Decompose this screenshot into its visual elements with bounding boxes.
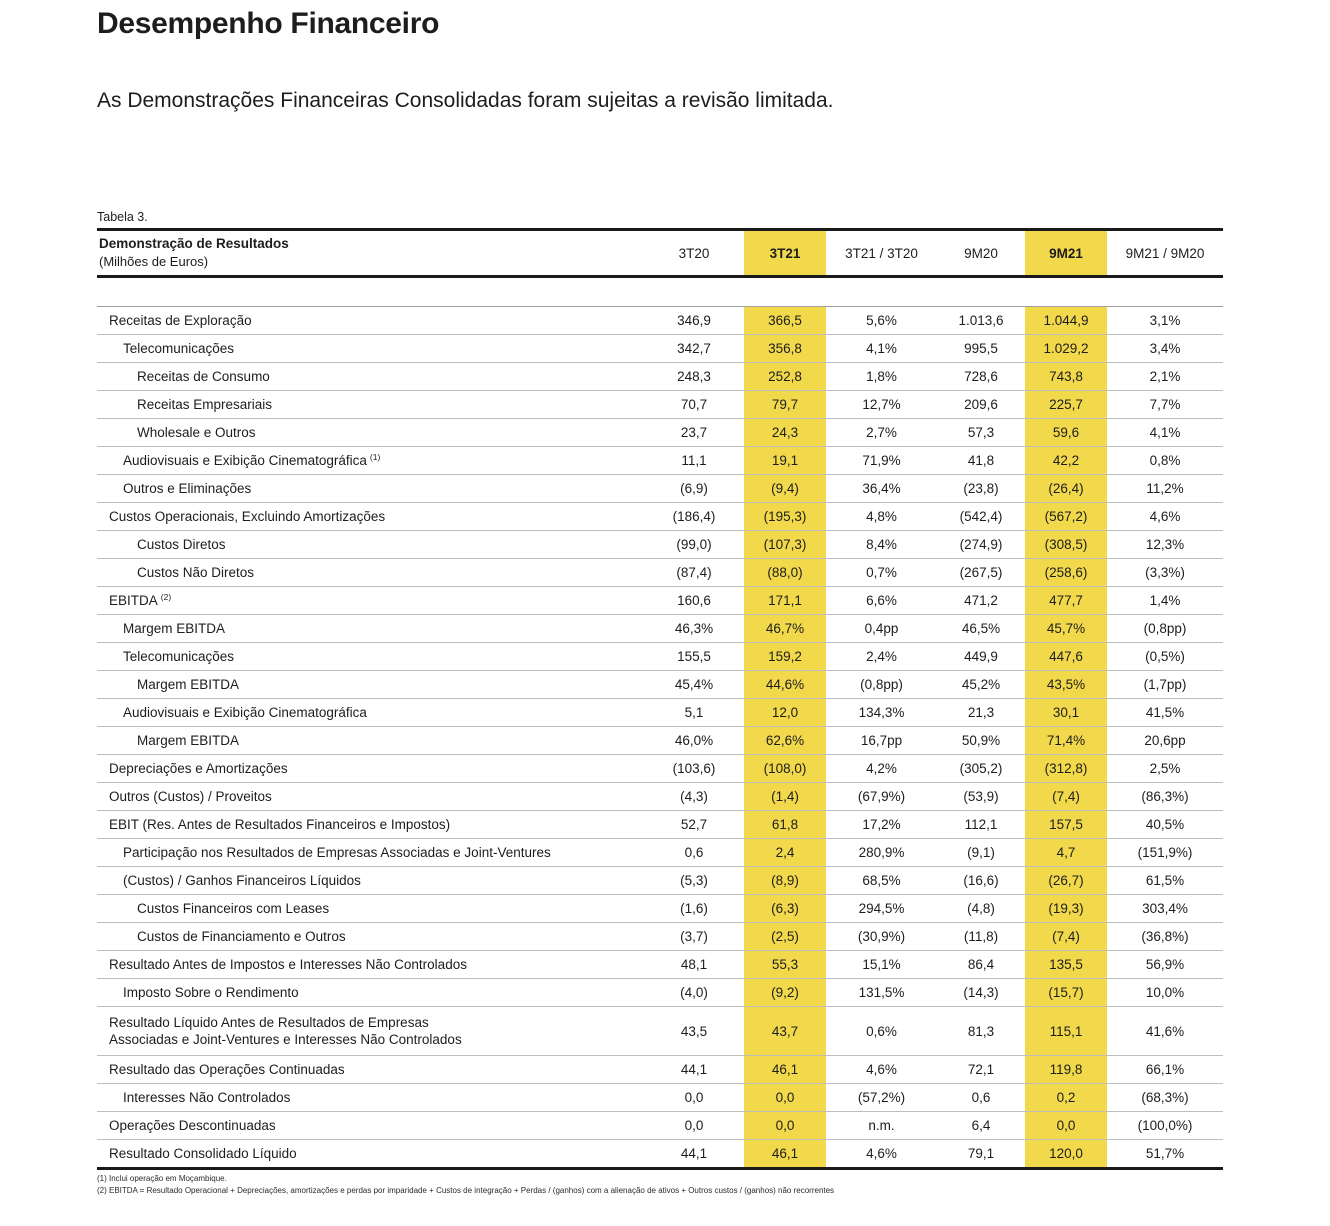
value-3t21: (88,0) [744,559,826,586]
table-body [97,306,1223,1170]
value-3t20: (4,3) [680,789,708,804]
footnote-1: (1) Inclui operação em Moçambique. [97,1174,227,1183]
value-9m21: 447,6 [1025,643,1107,670]
value-9m21: 135,5 [1025,951,1107,978]
value-9m21: (567,2) [1025,503,1107,530]
table-row [97,586,1223,614]
value-9m20: (16,6) [963,873,999,888]
value-3t21-3t20: 4,8% [866,509,897,524]
table-row [97,838,1223,866]
table-row [97,418,1223,446]
column-header-3t21-3t20: 3T21 / 3T20 [845,245,918,261]
column-header-3t21: 3T21 [744,231,826,275]
row-label: Interesses Não Controlados [123,1090,291,1105]
row-label: Resultado das Operações Continuadas [109,1062,345,1077]
value-3t21-3t20: (30,9%) [857,929,906,944]
value-3t21: (9,4) [744,475,826,502]
row-label: Margem EBITDA [123,621,226,636]
value-9m20: 21,3 [967,705,995,720]
value-3t21-3t20: 68,5% [862,873,901,888]
row-label: Audiovisuais e Exibição Cinematográfica [123,705,367,720]
value-3t21-3t20: (0,8pp) [860,677,903,692]
value-3t21-3t20: 280,9% [858,845,905,860]
value-9m21-9m20: (68,3%) [1141,1090,1189,1105]
table-row [97,978,1223,1006]
value-9m21: (7,4) [1025,923,1107,950]
value-9m20: 0,6 [971,1090,991,1105]
row-label: Receitas de Consumo [137,369,270,384]
value-3t21: 46,1 [744,1140,826,1167]
value-3t21-3t20: 0,4pp [864,621,899,636]
table-row [97,726,1223,754]
value-9m21-9m20: (0,8pp) [1143,621,1187,636]
value-9m21-9m20: 3,1% [1149,313,1181,328]
value-9m20: (4,8) [967,901,995,916]
row-label: Audiovisuais e Exibição Cinematográfica $^{(1)}$ [123,451,381,468]
value-9m20: 50,9% [961,733,1001,748]
column-header-3t20: 3T20 [678,245,710,261]
value-3t20: (87,4) [676,565,712,580]
value-3t21-3t20: 134,3% [858,705,905,720]
table-row [97,362,1223,390]
value-3t21-3t20: 16,7pp [860,733,903,748]
table-row [97,558,1223,586]
row-label: Resultado Antes de Impostos e Interesses Não Controlados [109,957,467,972]
value-9m21-9m20: 40,5% [1145,817,1185,832]
table-row [97,782,1223,810]
table-header-title-cell [97,231,644,275]
value-9m20: 72,1 [967,1062,995,1077]
value-9m21: 1.029,2 [1025,335,1107,362]
value-3t20: (99,0) [676,537,712,552]
value-3t21-3t20: 4,6% [866,1062,897,1077]
value-9m20: (23,8) [963,481,999,496]
footnote-2: (2) EBITDA = Resultado Operacional + Depreciações, amortizações e perdas por imparidade + Custos de integração + Perdas / (ganhos) com a alienação de ativos + Outros custos / (ganhos) não recorrentes [97,1185,835,1195]
table-row [97,1083,1223,1111]
row-label: Operações Descontinuadas [109,1118,276,1133]
value-3t21-3t20: 2,7% [866,425,897,440]
value-9m20: 471,2 [964,593,998,608]
value-3t20: 52,7 [680,817,708,832]
value-9m21-9m20: 56,9% [1145,957,1185,972]
value-3t20: 155,5 [677,649,711,664]
value-3t21: (6,3) [744,895,826,922]
table-row [97,950,1223,978]
value-3t20: 43,5 [680,1023,708,1039]
value-3t21-3t20: 12,7% [862,397,901,412]
value-3t21-3t20: 36,4% [862,481,901,496]
row-label: Imposto Sobre o Rendimento [123,985,299,1000]
value-9m21-9m20: 11,2% [1146,481,1184,496]
row-label: Custos Financeiros com Leases [137,901,330,916]
value-3t21-3t20: n.m. [868,1118,895,1133]
value-9m21-9m20: (0,5%) [1145,649,1185,664]
value-3t21-3t20: (67,9%) [857,789,906,804]
row-label: Custos de Financiamento e Outros [137,929,346,944]
value-9m21-9m20: 2,1% [1149,369,1181,384]
value-9m20: (542,4) [959,509,1003,524]
value-9m21: 59,6 [1025,419,1107,446]
value-9m21-9m20: 12,3% [1145,537,1185,552]
value-3t21: 46,1 [744,1056,826,1083]
value-9m21-9m20: 41,5% [1145,705,1185,720]
value-9m21: (312,8) [1025,755,1107,782]
row-label: Wholesale e Outros [137,425,256,440]
row-label: Receitas de Exploração [109,313,252,328]
page-title: Desempenho Financeiro [97,7,440,40]
value-3t21-3t20: 294,5% [858,901,905,916]
value-9m21-9m20: 4,6% [1149,509,1181,524]
row-label: Outros e Eliminações [123,481,252,496]
value-3t20: 342,7 [677,341,711,356]
value-3t21: 12,0 [744,699,826,726]
value-9m21: 0,0 [1025,1112,1107,1139]
row-label: Participação nos Resultados de Empresas Associadas e Joint-Ventures [123,845,551,860]
table-row [97,474,1223,502]
value-9m20: (9,1) [967,845,995,860]
value-3t21: (1,4) [744,783,826,810]
value-9m21: 30,1 [1025,699,1107,726]
page-subtitle: As Demonstrações Financeiras Consolidadas foram sujeitas a revisão limitada. [97,89,834,112]
value-3t20: 70,7 [680,397,708,412]
value-9m21: 119,8 [1025,1056,1107,1083]
row-label: EBITDA $^{(2)}$ [109,591,172,608]
value-3t21-3t20: 131,5% [858,985,905,1000]
value-9m21: (26,7) [1025,867,1107,894]
value-9m21: 477,7 [1025,587,1107,614]
row-label: Custos Não Diretos [137,565,255,580]
value-3t21: 19,1 [744,447,826,474]
value-3t21: 79,7 [744,391,826,418]
value-9m21: 0,2 [1025,1084,1107,1111]
value-9m21: (258,6) [1025,559,1107,586]
table-title: Demonstração de Resultados [99,236,289,251]
value-9m21: 115,1 [1025,1007,1107,1055]
value-3t20: 248,3 [677,369,711,384]
value-9m21: 157,5 [1025,811,1107,838]
row-label: Outros (Custos) / Proveitos [109,789,272,804]
footnote-marker: (1) [369,451,381,462]
value-3t20: 0,0 [684,1090,704,1105]
value-3t21-3t20: 4,2% [866,761,897,776]
value-3t21: 24,3 [744,419,826,446]
table-row [97,670,1223,698]
value-3t21: 0,0 [744,1112,826,1139]
value-9m20: 449,9 [964,649,998,664]
value-9m21-9m20: 303,4% [1142,901,1188,916]
value-9m21: 4,7 [1025,839,1107,866]
value-9m20: 728,6 [964,369,998,384]
value-9m21-9m20: 41,6% [1145,1023,1185,1039]
table-row [97,530,1223,558]
value-9m20: 46,5% [961,621,1001,636]
value-3t20: 45,4% [674,677,714,692]
value-9m21-9m20: 0,8% [1149,453,1181,468]
value-3t21: 62,6% [744,727,826,754]
row-label: Resultado Consolidado Líquido [109,1146,297,1161]
value-3t21-3t20: 4,6% [866,1146,897,1161]
value-9m20: (267,5) [959,565,1003,580]
value-3t21: 44,6% [744,671,826,698]
value-9m21: (7,4) [1025,783,1107,810]
value-9m21: 120,0 [1025,1140,1107,1167]
value-3t21: 356,8 [744,335,826,362]
value-3t20: 44,1 [680,1146,708,1161]
table-row [97,1111,1223,1139]
value-3t20: 48,1 [680,957,708,972]
value-3t21: (195,3) [744,503,826,530]
value-9m20: 6,4 [971,1118,991,1133]
row-label: Receitas Empresariais [137,397,273,412]
value-3t20: 11,1 [681,453,707,468]
value-3t21: 0,0 [744,1084,826,1111]
table-row [97,642,1223,670]
row-label: (Custos) / Ganhos Financeiros Líquidos [123,873,361,888]
income-statement-table [97,210,1223,1196]
table-row [97,866,1223,894]
value-3t21: 366,5 [744,307,826,334]
value-9m20: 79,1 [967,1146,995,1161]
value-9m21: 225,7 [1025,391,1107,418]
value-3t21-3t20: 0,6% [866,1023,897,1039]
value-3t20: 46,0% [674,733,714,748]
value-9m20: 57,3 [967,425,995,440]
table-header-row [97,228,1223,278]
value-9m21: (308,5) [1025,531,1107,558]
column-header-9m20: 9M20 [964,245,998,261]
row-label: Resultado Líquido Antes de Resultados de Empresas Associadas e Joint-Ventures e Interesses Não Controlados [109,1015,462,1047]
value-9m21-9m20: 10,0% [1145,985,1185,1000]
value-9m21-9m20: (151,9%) [1137,845,1193,860]
value-9m20: (11,8) [963,929,999,944]
value-3t21: (9,2) [744,979,826,1006]
footnote-marker: (2) [160,591,172,602]
value-9m21: 1.044,9 [1025,307,1107,334]
table-unit: (Milhões de Euros) [99,254,209,269]
value-3t20: (4,0) [680,985,708,1000]
table-row [97,922,1223,950]
value-3t21-3t20: 15,1% [862,957,901,972]
table-row [97,502,1223,530]
value-3t21: (107,3) [744,531,826,558]
value-9m21: (19,3) [1025,895,1107,922]
value-9m20: 209,6 [964,397,998,412]
value-3t20: (1,6) [680,901,708,916]
value-3t21: 159,2 [744,643,826,670]
row-label: Depreciações e Amortizações [109,761,288,776]
value-9m21: 45,7% [1025,615,1107,642]
value-3t21-3t20: 5,6% [866,313,897,328]
value-3t21-3t20: 71,9% [862,453,901,468]
value-3t21: (108,0) [744,755,826,782]
table-row [97,307,1223,334]
value-9m21-9m20: 7,7% [1149,397,1181,412]
table-row [97,810,1223,838]
value-9m21-9m20: 2,5% [1149,761,1181,776]
table-row [97,894,1223,922]
value-3t21: (8,9) [744,867,826,894]
row-label: Margem EBITDA [137,733,240,748]
value-3t20: 346,9 [677,313,711,328]
table-row [97,1055,1223,1083]
value-3t20: 160,6 [677,593,711,608]
value-3t21-3t20: 17,2% [862,817,901,832]
row-label: Telecomunicações [123,341,235,356]
row-label: Telecomunicações [123,649,235,664]
value-3t21-3t20: 4,1% [866,341,897,356]
value-9m20: (305,2) [959,761,1003,776]
value-9m21-9m20: 61,5% [1145,873,1185,888]
value-9m21: 71,4% [1025,727,1107,754]
value-3t20: 44,1 [680,1062,708,1077]
value-3t20: 23,7 [680,425,708,440]
value-9m21: 743,8 [1025,363,1107,390]
column-header-9m21-9m20: 9M21 / 9M20 [1125,245,1205,261]
value-9m21-9m20: (36,8%) [1141,929,1189,944]
value-9m21-9m20: (86,3%) [1141,789,1189,804]
table-row [97,390,1223,418]
table-row [97,446,1223,474]
value-9m20: 45,2% [961,677,1001,692]
table-row [97,698,1223,726]
value-3t20: 46,3% [674,621,714,636]
value-9m21-9m20: (1,7pp) [1143,677,1187,692]
value-9m21-9m20: 1,4% [1149,593,1181,608]
value-9m20: 995,5 [964,341,998,356]
value-3t21-3t20: 2,4% [866,649,897,664]
value-9m21-9m20: 51,7% [1145,1146,1185,1161]
value-3t21: (2,5) [744,923,826,950]
value-3t21-3t20: 6,6% [866,593,897,608]
value-3t21: 55,3 [744,951,826,978]
value-9m20: 81,3 [967,1023,995,1039]
table-row [97,614,1223,642]
table-number-label: Tabela 3. [97,210,148,224]
value-3t21: 46,7% [744,615,826,642]
value-3t20: (186,4) [672,509,716,524]
value-3t20: 0,0 [684,1118,704,1133]
value-3t21: 171,1 [744,587,826,614]
row-label: EBIT (Res. Antes de Resultados Financeiros e Impostos) [109,817,451,832]
value-3t20: 0,6 [684,845,704,860]
value-9m21: 42,2 [1025,447,1107,474]
value-9m20: 41,8 [967,453,995,468]
row-label: Custos Operacionais, Excluindo Amortizações [109,509,386,524]
value-9m21-9m20: (100,0%) [1137,1118,1193,1133]
value-9m21-9m20: 4,1% [1149,425,1181,440]
value-9m20: (14,3) [963,985,999,1000]
value-3t20: 5,1 [684,705,704,720]
value-3t21-3t20: (57,2%) [857,1090,906,1105]
value-3t21: 61,8 [744,811,826,838]
value-3t20: (3,7) [680,929,708,944]
value-9m20: 112,1 [964,817,998,832]
value-3t21: 2,4 [744,839,826,866]
value-9m21: (26,4) [1025,475,1107,502]
value-3t21-3t20: 1,8% [866,369,897,384]
value-9m21: 43,5% [1025,671,1107,698]
value-9m21-9m20: 20,6pp [1144,733,1186,748]
value-9m21: (15,7) [1025,979,1107,1006]
value-3t20: (6,9) [680,481,708,496]
value-9m20: 86,4 [967,957,995,972]
table-footnotes [97,1173,1223,1196]
value-9m21-9m20: 66,1% [1145,1062,1185,1077]
value-9m20: 1.013,6 [958,313,1004,328]
value-9m21-9m20: (3,3%) [1145,565,1185,580]
table-row [97,1139,1223,1167]
table-row [97,334,1223,362]
value-3t21-3t20: 0,7% [866,565,897,580]
value-3t21: 43,7 [744,1007,826,1055]
column-header-9m21: 9M21 [1025,231,1107,275]
table-row [97,1006,1223,1055]
value-3t20: (5,3) [680,873,708,888]
value-3t21-3t20: 8,4% [866,537,897,552]
value-9m21-9m20: 3,4% [1149,341,1181,356]
table-row [97,754,1223,782]
value-3t20: (103,6) [672,761,716,776]
value-9m20: (274,9) [959,537,1003,552]
value-9m20: (53,9) [963,789,999,804]
row-label: Margem EBITDA [137,677,240,692]
value-3t21: 252,8 [744,363,826,390]
row-label: Custos Diretos [137,537,226,552]
